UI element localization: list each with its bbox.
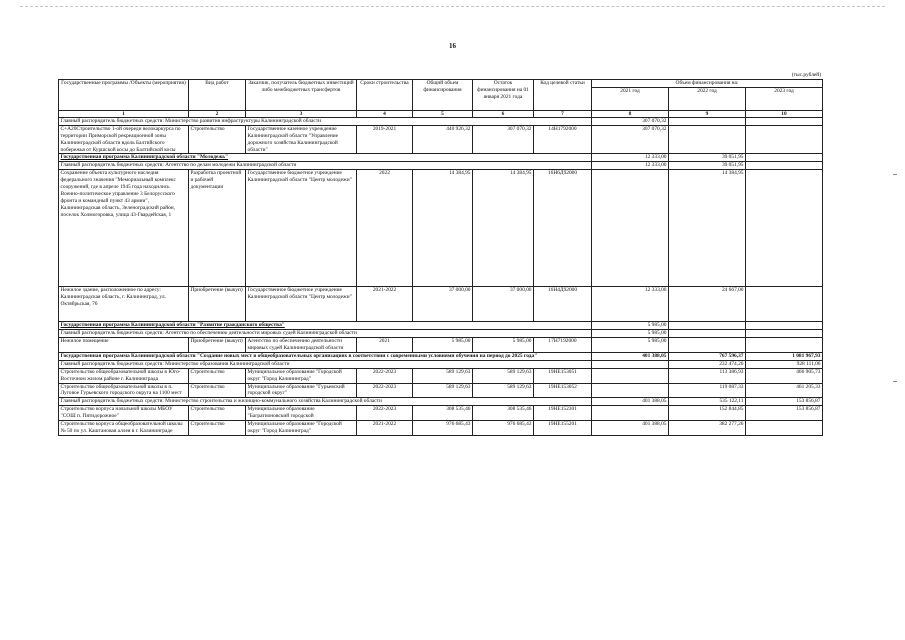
customer: Муниципальное образование "Городской округ "Город Калининград": [246, 368, 357, 383]
row-caption: Государственная программа Калининградской области "Молодежь": [59, 154, 592, 162]
header-2022: 2022 год: [669, 87, 746, 110]
object-name: С+А20Строительство 1-ой очереди велокаркурса по территории Приморской рекреационной зоны Калининградской области вдоль Балтийского побережья от Куршской косы до Балтийской косы: [59, 125, 189, 154]
amount-2023: [746, 162, 823, 170]
amount-2021: [592, 170, 669, 287]
amount-2022: [669, 125, 746, 154]
row-caption: Главный распорядитель бюджетных средств: Министерство развития инфраструктуры Калининградской области: [59, 117, 592, 125]
distributor-row: [59, 162, 823, 170]
header-funding: Объем финансирования на:: [592, 80, 823, 88]
amount-2023: 153 856,87: [746, 398, 823, 406]
amount-2022: [669, 117, 746, 125]
amount-2021: 12 333,00: [592, 287, 669, 322]
column-index-row: [59, 110, 823, 117]
column-index: 3: [246, 110, 357, 117]
header-customer: Заказчик, получатель бюджетных инвестиций либо межбюджетных трансфертов: [246, 80, 357, 111]
program-row: [59, 352, 823, 360]
total-financing: 976 685,43: [413, 421, 473, 436]
remaining-financing: 589 129,63: [473, 383, 534, 398]
header-2021: 2021 год: [592, 87, 669, 110]
object-row: [59, 421, 823, 436]
amount-2023: [746, 338, 823, 353]
header-remain: Остаток финансирования на 01 января 2021 года: [473, 80, 534, 111]
amount-2023: [746, 421, 823, 436]
object-row: [59, 338, 823, 353]
remaining-financing: 976 685,43: [473, 421, 534, 436]
distributor-row: [59, 398, 823, 406]
scan-artifact-line: [20, 6, 885, 7]
construction-terms: 2022: [357, 170, 413, 287]
work-type: Строительство: [189, 383, 246, 398]
object-row: [59, 125, 823, 154]
object-name: Нежилое помещение: [59, 338, 189, 353]
construction-terms: 2021: [357, 338, 413, 353]
total-financing: 14 384,95: [413, 170, 473, 287]
header-kbk: Код целевой статьи: [534, 80, 592, 111]
amount-2022: [669, 322, 746, 330]
column-index: 5: [413, 110, 473, 117]
target-code: 14Н1792000: [534, 125, 592, 154]
amount-2022: 39 051,95: [669, 162, 746, 170]
unit-label: (тыс.рублей): [791, 72, 821, 78]
row-caption: Главный распорядитель бюджетных средств: Агентство по обеспечению деятельности мировых судей Калининградской области: [59, 330, 592, 338]
amount-2021: [592, 368, 669, 383]
amount-2023: [746, 154, 823, 162]
total-financing: 37 000,00: [413, 287, 473, 322]
target-code: 16Н4Д92000: [534, 287, 592, 322]
amount-2023: 466 905,73: [746, 368, 823, 383]
remaining-financing: 5 985,00: [473, 338, 534, 353]
remaining-financing: 307 070,32: [473, 125, 534, 154]
row-caption: Государственная программа Калининградской области "Развитие гражданского общества": [59, 322, 592, 330]
row-caption: Главный распорядитель бюджетных средств: Министерство строительства и жилищно-коммунального хозяйства Калининградской области: [59, 398, 592, 406]
amount-2021: 12 333,00: [592, 154, 669, 162]
amount-2022: 535 122,11: [669, 398, 746, 406]
construction-terms: 2022-2023: [357, 368, 413, 383]
amount-2021: 401 388,05: [592, 421, 669, 436]
scan-edge-mark: [893, 381, 897, 382]
work-type: Строительство: [189, 421, 246, 436]
construction-terms: 2019-2021: [357, 125, 413, 154]
construction-terms: 2021-2022: [357, 287, 413, 322]
target-code: 19НЕ153052: [534, 383, 592, 398]
financing-table: [58, 79, 823, 436]
amount-2021: 5 985,00: [592, 322, 669, 330]
row-caption: Главный распорядитель бюджетных средств: Агентство по делам молодежи Калининградской области: [59, 162, 592, 170]
amount-2021: 5 985,00: [592, 330, 669, 338]
customer: Государственное бюджетное учреждение Калининградской области "Центр молодежи": [246, 287, 357, 322]
column-index: 6: [473, 110, 534, 117]
column-index: 9: [669, 110, 746, 117]
row-caption: Государственная программа Калининградской области "Создание новых мест в общеобразовательных организациях в соответствии с современными условиями обучения на период до 2025 года": [59, 352, 592, 360]
work-type: Приобретение (выкуп): [189, 338, 246, 353]
customer: Агентство по обеспечению деятельности мировых судей Калининградской области: [246, 338, 357, 353]
object-name: Строительство корпуса общеобразовательной школы № 50 по ул. Каштановая аллея в г. Калининграде: [59, 421, 189, 436]
object-row: [59, 170, 823, 287]
amount-2023: [746, 322, 823, 330]
amount-2022: [669, 338, 746, 353]
column-index: 7: [534, 110, 592, 117]
object-row: [59, 406, 823, 421]
header-terms: Сроки строительства: [357, 80, 413, 111]
distributor-row: [59, 117, 823, 125]
amount-2021: 307 070,32: [592, 117, 669, 125]
target-code: 19НЕ152301: [534, 406, 592, 421]
target-code: 17Н7192000: [534, 338, 592, 353]
amount-2022: 24 667,00: [669, 287, 746, 322]
amount-2023: [746, 125, 823, 154]
target-code: 16Н6Д92000: [534, 170, 592, 287]
amount-2021: 401 388,05: [592, 352, 669, 360]
construction-terms: 2021-2022: [357, 421, 413, 436]
customer: Государственное казенное учреждение Калининградской области "Управление дорожного хозяйства Калининградской области": [246, 125, 357, 154]
amount-2022: 152 844,85: [669, 406, 746, 421]
amount-2021: 5 985,00: [592, 338, 669, 353]
work-type: Разработка проектной и рабочей документации: [189, 170, 246, 287]
amount-2022: 39 051,95: [669, 154, 746, 162]
object-name: Сохранение объекта культурного наследия федерального значения "Мемориальный комплекс сооружений, где в апреле 1945 года находились Военно-политическое управление 3 Белорусского фронта и командный пункт 43 армии", Калининградская область, Зеленоградский район, поселок Холмогоровка, улица 43-Гвардейская, 1: [59, 170, 189, 287]
object-name: Нежилое здание, расположенное по адресу: Калининградская область, г. Калининград, ул. Октябрьская, 76: [59, 287, 189, 322]
column-index: 10: [746, 110, 823, 117]
amount-2023: [746, 117, 823, 125]
amount-2023: 1 081 967,93: [746, 352, 823, 360]
customer: Муниципальное образование "Городской округ "Город Калининград": [246, 421, 357, 436]
column-index: 4: [357, 110, 413, 117]
amount-2022: 14 384,95: [669, 170, 746, 287]
amount-2022: 113 386,93: [669, 368, 746, 383]
amount-2021: [592, 360, 669, 368]
program-row: [59, 322, 823, 330]
remaining-financing: 37 000,00: [473, 287, 534, 322]
total-financing: 440 926,32: [413, 125, 473, 154]
amount-2021: 401 388,05: [592, 398, 669, 406]
amount-2021: 307 070,32: [592, 125, 669, 154]
total-financing: 589 129,63: [413, 383, 473, 398]
remaining-financing: 589 129,63: [473, 368, 534, 383]
column-index: 2: [189, 110, 246, 117]
header-total: Общий объем финансирования: [413, 80, 473, 111]
amount-2022: 232 474,26: [669, 360, 746, 368]
header-2023: 2023 год: [746, 87, 823, 110]
total-financing: 308 535,46: [413, 406, 473, 421]
amount-2022: [669, 330, 746, 338]
remaining-financing: 308 535,46: [473, 406, 534, 421]
work-type: Строительство: [189, 125, 246, 154]
object-name: Строительство корпуса начальной школы МБОУ "СОШ п. Пятидорожное": [59, 406, 189, 421]
amount-2023: 461 205,33: [746, 383, 823, 398]
object-row: [59, 287, 823, 322]
construction-terms: 2022-2023: [357, 406, 413, 421]
target-code: 19НЕ153051: [534, 368, 592, 383]
row-caption: Главный распорядитель бюджетных средств: Министерство образования Калининградской области: [59, 360, 592, 368]
distributor-row: [59, 330, 823, 338]
target-code: 19НЕ155201: [534, 421, 592, 436]
amount-2022: 119 087,33: [669, 383, 746, 398]
customer: Государственное бюджетное учреждение Калининградской области "Центр молодежи": [246, 170, 357, 287]
amount-2023: 928 111,06: [746, 360, 823, 368]
amount-2021: 12 333,00: [592, 162, 669, 170]
work-type: Приобретение (выкуп): [189, 287, 246, 322]
distributor-row: [59, 360, 823, 368]
object-row: [59, 368, 823, 383]
amount-2021: [592, 383, 669, 398]
object-row: [59, 383, 823, 398]
program-row: [59, 154, 823, 162]
remaining-financing: 14 384,95: [473, 170, 534, 287]
column-index: 8: [592, 110, 669, 117]
amount-2023: [746, 287, 823, 322]
work-type: Строительство: [189, 368, 246, 383]
header-work-type: Вид работ: [189, 80, 246, 111]
amount-2022: 767 596,37: [669, 352, 746, 360]
customer: Муниципальное образование "Гурьевский городской округ": [246, 383, 357, 398]
header-program: Государственные программы /Объекты (мероприятия): [59, 80, 189, 111]
total-financing: 589 129,63: [413, 368, 473, 383]
header-row: [59, 80, 823, 88]
object-name: Строительство общеобразовательной школы в п. Луговое Гурьевского городского округа на 1100 мест: [59, 383, 189, 398]
work-type: Строительство: [189, 406, 246, 421]
construction-terms: 2022-2023: [357, 383, 413, 398]
column-index: 1: [59, 110, 189, 117]
amount-2023: 153 856,87: [746, 406, 823, 421]
amount-2023: [746, 330, 823, 338]
amount-2023: [746, 170, 823, 287]
customer: Муниципальное образование "Багратионовский городской: [246, 406, 357, 421]
page-number: 16: [449, 42, 456, 50]
amount-2022: 382 277,26: [669, 421, 746, 436]
amount-2021: [592, 406, 669, 421]
object-name: Строительство общеобразовательной школы в Юго-Восточном жилом районе г. Калининграда: [59, 368, 189, 383]
scan-edge-mark: [893, 174, 897, 175]
total-financing: 5 985,00: [413, 338, 473, 353]
